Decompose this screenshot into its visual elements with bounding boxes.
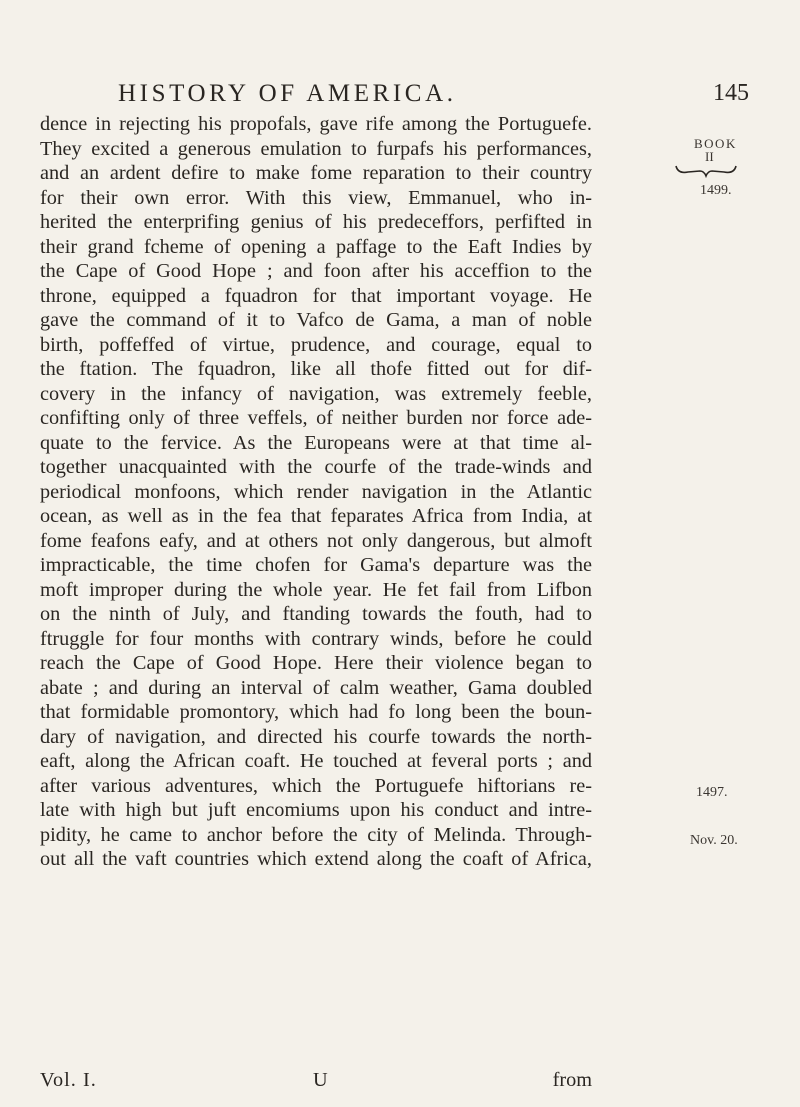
text-line: fome feafons eafy, and at others not only dangerous, but almoft	[40, 529, 592, 552]
text-line: after various adventures, which the Portuguefe hiftorians re-	[40, 774, 592, 797]
text-line: impracticable, the time chofen for Gama's departure was the	[40, 554, 592, 576]
curly-brace-icon	[674, 162, 738, 178]
text-line: dary of navigation, and directed his courfe towards the north-	[40, 725, 592, 748]
catchword: from	[552, 1069, 592, 1091]
margin-book-number: II	[705, 149, 714, 164]
text-line: their grand fcheme of opening a paffage to the Eaft Indies by	[40, 235, 592, 258]
text-line: moft improper during the whole year. He fet fail from Lifbon	[40, 578, 592, 601]
text-line: gave the command of it to Vafco de Gama, a man of noble	[40, 309, 592, 331]
text-line: for their own error. With this view, Emmanuel, who in-	[40, 186, 592, 209]
margin-year-1497: 1497.	[696, 785, 728, 800]
text-line: the Cape of Good Hope ; and foon after his acceffion to the	[40, 260, 592, 282]
text-line: out all the vaft countries which extend along the coaft of Africa,	[40, 848, 592, 870]
signature-mark: U	[313, 1069, 328, 1091]
text-line: throne, equipped a fquadron for that important voyage. He	[40, 284, 592, 307]
page-footer	[40, 1068, 592, 1092]
text-line: birth, poffeffed of virtue, prudence, and courage, equal to	[40, 333, 592, 356]
text-line: reach the Cape of Good Hope. Here their violence began to	[40, 652, 592, 674]
text-line: quate to the fervice. As the Europeans were at that time al-	[40, 431, 592, 454]
text-line: late with high but juft encomiums upon his conduct and intre-	[40, 799, 592, 821]
body-text	[40, 112, 592, 872]
text-line: eaft, along the African coaft. He touched at feveral ports ; and	[40, 750, 592, 772]
page-number: 145	[713, 80, 749, 106]
margin-date-nov-20: Nov. 20.	[690, 833, 738, 848]
text-line: the ftation. The fquadron, like all thofe fitted out for dif-	[40, 358, 592, 380]
text-line: covery in the infancy of navigation, was extremely feeble,	[40, 382, 592, 405]
text-line: herited the enterprifing genius of his predeceffors, perfifted in	[40, 211, 592, 233]
text-line: dence in rejecting his propofals, gave rife among the Portuguefe.	[40, 113, 592, 135]
margin-year-1499: 1499.	[700, 183, 732, 198]
text-line: periodical monfoons, which render navigation in the Atlantic	[40, 480, 592, 503]
text-line: pidity, he came to anchor before the city of Melinda. Through-	[40, 823, 592, 846]
text-line: ftruggle for four months with contrary winds, before he could	[40, 627, 592, 650]
running-title: HISTORY OF AMERICA.	[118, 80, 457, 107]
margin-book-label: BOOK	[694, 136, 737, 151]
text-line: abate ; and during an interval of calm weather, Gama doubled	[40, 676, 592, 699]
text-line: together unacquainted with the courfe of the trade-winds and	[40, 456, 592, 478]
text-line: that formidable promontory, which had fo long been the boun-	[40, 701, 592, 723]
text-line: on the ninth of July, and ftanding towards the fouth, had to	[40, 603, 592, 625]
text-line: confifting only of three veffels, of neither burden nor force ade-	[40, 407, 592, 429]
text-line: and an ardent defire to make fome reparation to their country	[40, 162, 592, 184]
text-line: ocean, as well as in the fea that feparates Africa from India, at	[40, 505, 592, 527]
volume-label: Vol. I.	[40, 1069, 97, 1091]
text-line: They excited a generous emulation to furpafs his performances,	[40, 137, 592, 160]
